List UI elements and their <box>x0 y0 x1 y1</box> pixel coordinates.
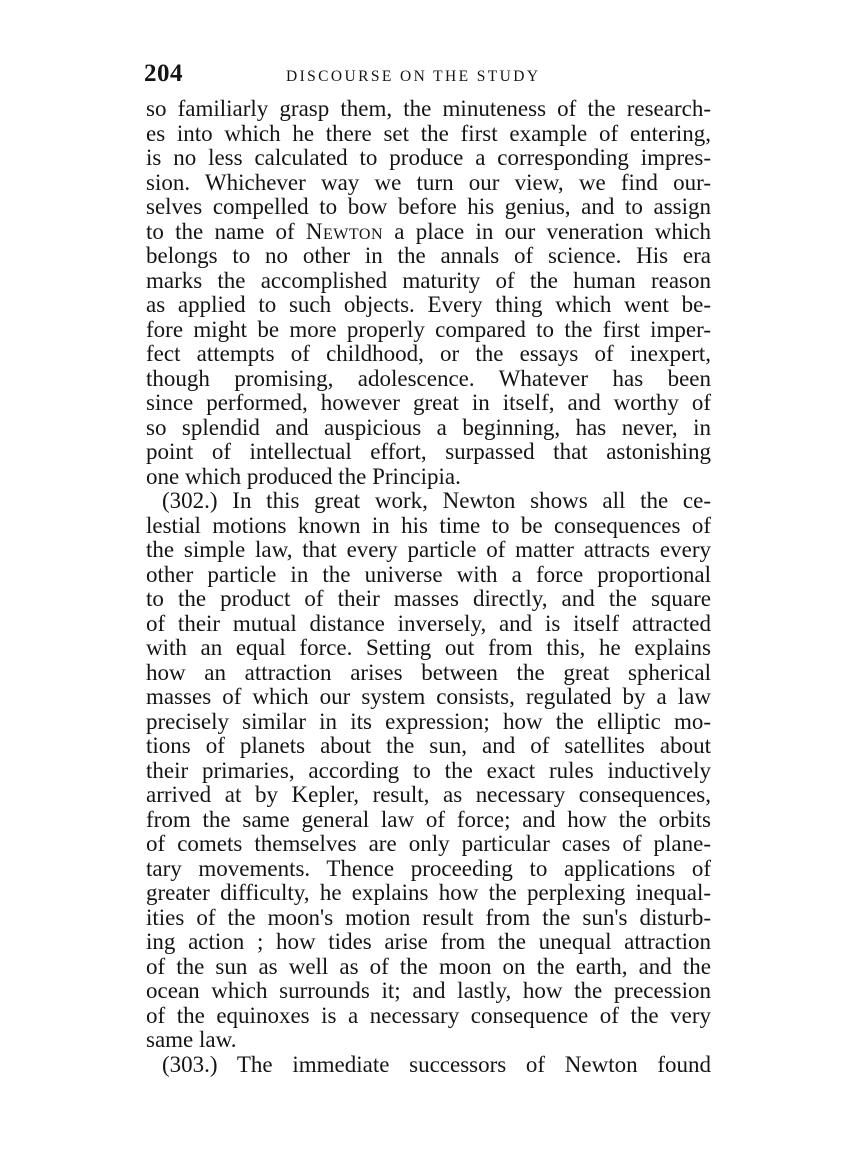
text-line: precisely similar in its expression; how the elliptic mo- <box>146 708 711 734</box>
text-line: (302.) In this great work, Newton shows all the ce- <box>162 488 711 513</box>
running-head <box>144 56 714 92</box>
text-line: other particle in the universe with a force proportional <box>146 561 711 587</box>
text-line: belongs to no other in the annals of science. His era <box>146 243 711 268</box>
text-line: lestial motions known in his time to be consequences of <box>146 512 711 538</box>
text-line: of the equinoxes is a necessary consequence of the very <box>146 1002 711 1028</box>
text-line: of comets themselves are only particular cases of plane- <box>146 831 711 856</box>
text-line: one which produced the Principia. <box>146 463 461 489</box>
text-line: sion. Whichever way we turn our view, we find our- <box>146 169 711 195</box>
text-line: how an attraction arises between the great spherical <box>146 659 711 685</box>
text-line: so familiarly grasp them, the minuteness of the research- <box>146 96 711 121</box>
text-line: tary movements. Thence proceeding to applications of <box>146 855 711 881</box>
text-line: their primaries, according to the exact rules inductively <box>146 757 711 783</box>
text-line: as applied to such objects. Every thing which went be- <box>146 292 711 317</box>
text-line: ocean which surrounds it; and lastly, how the precession <box>146 978 711 1003</box>
newton-small-caps: Newton <box>305 218 384 244</box>
text-line: arrived at by Kepler, result, as necessary consequences, <box>146 782 711 807</box>
text-line: to the name of Newton a place in our veneration which <box>146 218 711 244</box>
text-line: ing action ; how tides arise from the unequal attraction <box>146 929 711 954</box>
text-line: since performed, however great in itself, and worthy of <box>146 390 711 415</box>
text-line: selves compelled to bow before his genius, and to assign <box>146 194 711 219</box>
text-line: though promising, adolescence. Whatever has been <box>146 365 711 391</box>
body-text <box>146 97 711 1077</box>
text-line: of their mutual distance inversely, and is itself attracted <box>146 610 711 636</box>
running-title: DISCOURSE ON THE STUDY <box>286 68 541 85</box>
text-line: the simple law, that every particle of matter attracts every <box>146 537 711 562</box>
text-line: with an equal force. Setting out from this, he explains <box>146 635 711 660</box>
page-number: 204 <box>144 60 183 87</box>
text-line: to the product of their masses directly, and the square <box>146 586 711 611</box>
text-line: same law. <box>146 1027 237 1052</box>
text-line: greater difficulty, he explains how the perplexing inequal- <box>146 880 711 905</box>
text-line: is no less calculated to produce a corresponding impres- <box>146 145 711 170</box>
text-line: fect attempts of childhood, or the essays of inexpert, <box>146 341 711 366</box>
text-line: of the sun as well as of the moon on the earth, and the <box>146 953 711 979</box>
text-line: marks the accomplished maturity of the human reason <box>146 267 711 293</box>
text-line: es into which he there set the first example of entering, <box>146 120 711 146</box>
text-line: point of intellectual effort, surpassed that astonishing <box>146 439 711 464</box>
text-line: tions of planets about the sun, and of satellites about <box>146 733 711 758</box>
text-line: masses of which our system consists, regulated by a law <box>146 684 711 709</box>
text-line: so splendid and auspicious a beginning, has never, in <box>146 414 711 440</box>
text-line: ities of the moon's motion result from the sun's disturb- <box>146 904 711 930</box>
text-line: (303.) The immediate successors of Newton found <box>162 1051 711 1077</box>
text-line: from the same general law of force; and how the orbits <box>146 806 711 832</box>
text-line: fore might be more properly compared to the first imper- <box>146 316 711 342</box>
